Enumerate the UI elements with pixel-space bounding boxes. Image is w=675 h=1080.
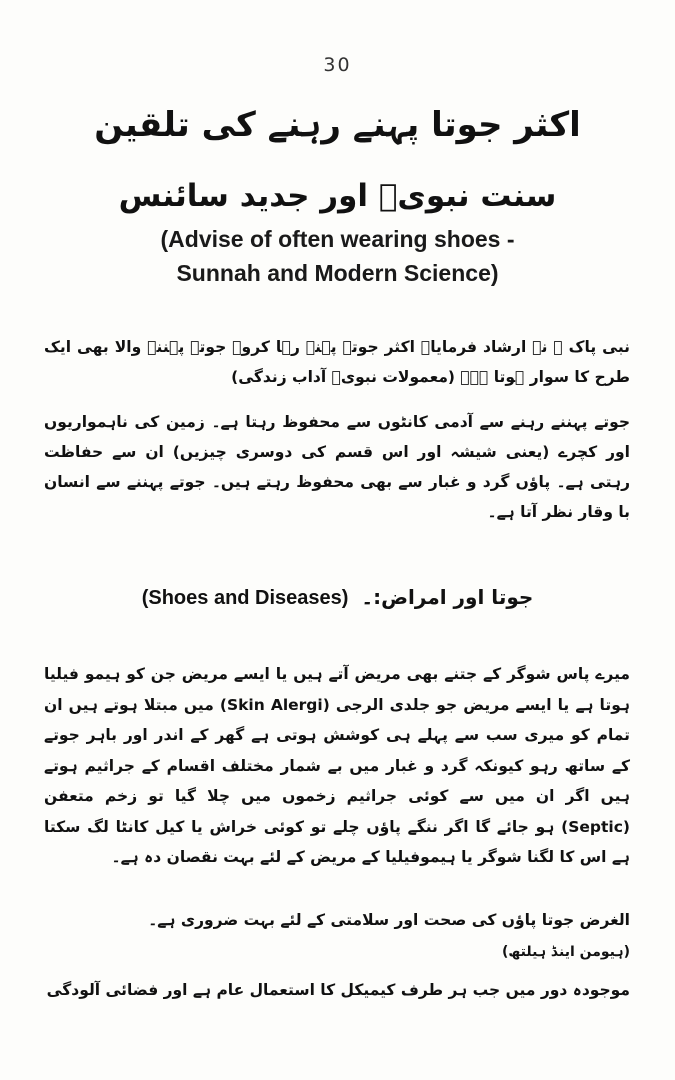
paragraph-benefits: جوتے پہننے رہنے سے آدمی کانٹوں سے محفوظ رہتا ہے۔ زمین کی ناہمواریوں اور کچرے (یعنی شیشہ اور اس قسم کی دوسری چیزیں) ان سے حفاظت رہتی ہے۔ پاؤں گرد و غبار سے بھی محفوظ رہتے ہیں۔ جوتے پہننے سے انسان با وقار نظر آتا ہے۔ xyxy=(44,413,630,521)
english-title-line-2: Sunnah and Modern Science) xyxy=(176,260,499,286)
urdu-title-line-1: اکثر جوتا پہنے رہنے کی تلقین xyxy=(94,105,581,145)
section-heading-urdu: جوتا اور امراض:۔ xyxy=(361,585,534,609)
page-number: 30 xyxy=(323,54,352,76)
paragraph-diseases: میرے پاس شوگر کے جتنے بھی مریض آتے ہیں یا ایسے مریض جن کو ہیمو فیلیا ہوتا ہے یا ایسے مریض جو جلدی الرجی (Skin Alergi) میں مبتلا ہوتے ہیں ان تمام کو میری سب سے پہلے ہی کوشش ہوتی ہے گھر کے اندر اور باہر جوتے کے ساتھ رہو کیونکہ گرد و غبار میں بے شمار مختلف اقسام کے جراثیم ہوتے ہیں اگر ان میں سے کوئی جراثیم زخموں میں چلا گیا تو زخم متعفن (Septic) ہو جائے گا اگر ننگے پاؤں چلے تو کوئی خراش یا کیل کانٹا لگ سکتا ہے اس کا لگنا شوگر یا ہیموفیلیا کے مریض کے لئے بہت نقصان دہ ہے۔ xyxy=(44,665,630,866)
urdu-title-line-2: سنت نبویؐ اور جدید سائنس xyxy=(118,178,557,214)
paragraph-citation: (ہیومن اینڈ ہیلتھ) xyxy=(501,944,630,960)
english-title-line-1: (Advise of often wearing shoes - xyxy=(160,226,515,252)
section-heading-shoes-diseases xyxy=(0,585,675,610)
section-heading-english: (Shoes and Diseases) xyxy=(141,587,349,609)
paragraph-conclusion: الغرض جوتا پاؤں کی صحت اور سلامتی کے لئے بہت ضروری ہے۔ xyxy=(148,911,630,929)
paragraph-hadith: نبی پاک ﷺ نے ارشاد فرمایا۔ اکثر جوتے پہنے رہا کرو۔ جوتے پہننے والا بھی ایک طرح کا سوار ہوتا ہے۔ (معمولات نبویؐ آداب زندگی) xyxy=(44,338,630,386)
paragraph-modern-era: موجودہ دور میں جب ہر طرف کیمیکل کا استعمال عام ہے اور فضائی آلودگی xyxy=(46,981,630,999)
